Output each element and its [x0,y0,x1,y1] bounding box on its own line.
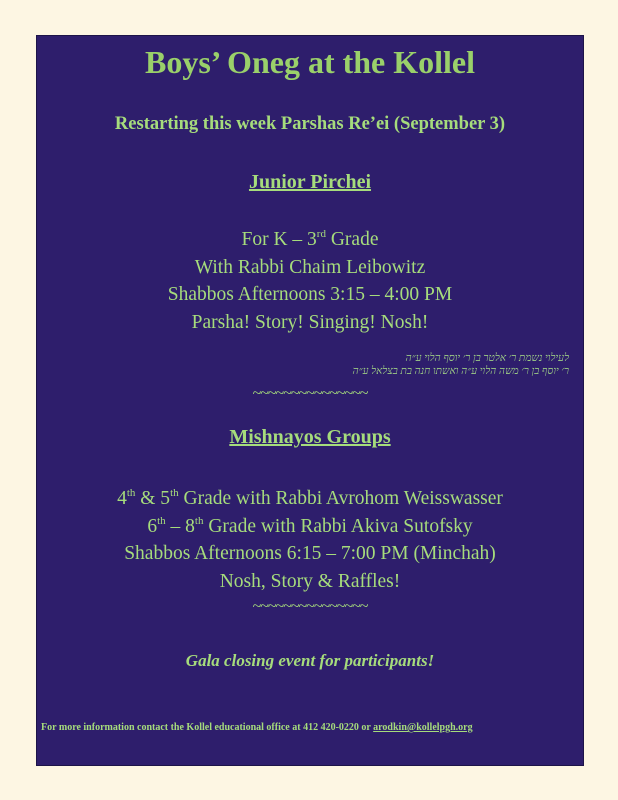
junior-rabbi: With Rabbi Chaim Leibowitz [194,256,426,278]
separator-2: ~~~~~~~~~~~~~~~ [252,598,368,615]
flyer [36,35,584,766]
mishnayos-group-1: 4th & 5th Grade with Rabbi Avrohom Weisswasser [117,487,503,509]
dedication-line-1: לעילוי נשמת ר׳ אלטר בן ר׳ יוסף הלוי ע״ה [405,353,569,364]
dedication-line-2: ר׳ יוסף בן ר׳ משה הלוי ע״ה ואשתו חנה בת בצלאל ע״ה [352,366,569,377]
mishnayos-group-2: 6th – 8th Grade with Rabbi Akiva Sutofsky [147,514,473,537]
junior-time: Shabbos Afternoons 3:15 – 4:00 PM [167,284,453,305]
mishnayos-details [37,485,583,595]
junior-activities: Parsha! Story! Singing! Nosh! [191,311,429,333]
mishnayos-time: Shabbos Afternoons 6:15 – 7:00 PM (Minchah) [124,543,496,564]
junior-pirchei-details [37,226,583,336]
flyer-subtitle: Restarting this week Parshas Re’ei (September 3) [114,114,506,134]
junior-grade: For K – 3rd Grade [241,228,379,250]
mishnayos-heading: Mishnayos Groups [229,426,391,448]
footer-text: For more information contact the Kollel educational office at 412 420-0220 or [41,722,374,733]
separator-1: ~~~~~~~~~~~~~~~ [252,385,368,402]
flyer-title: Boys’ Oneg at the Kollel [144,44,476,80]
mishnayos-activities: Nosh, Story & Raffles! [219,570,401,592]
dedication [287,352,569,378]
footer-email-link[interactable]: arodkin@kollelpgh.org [373,722,473,733]
footer [41,722,583,733]
gala-note: Gala closing event for participants! [185,651,435,670]
junior-pirchei-heading: Junior Pirchei [248,171,372,193]
